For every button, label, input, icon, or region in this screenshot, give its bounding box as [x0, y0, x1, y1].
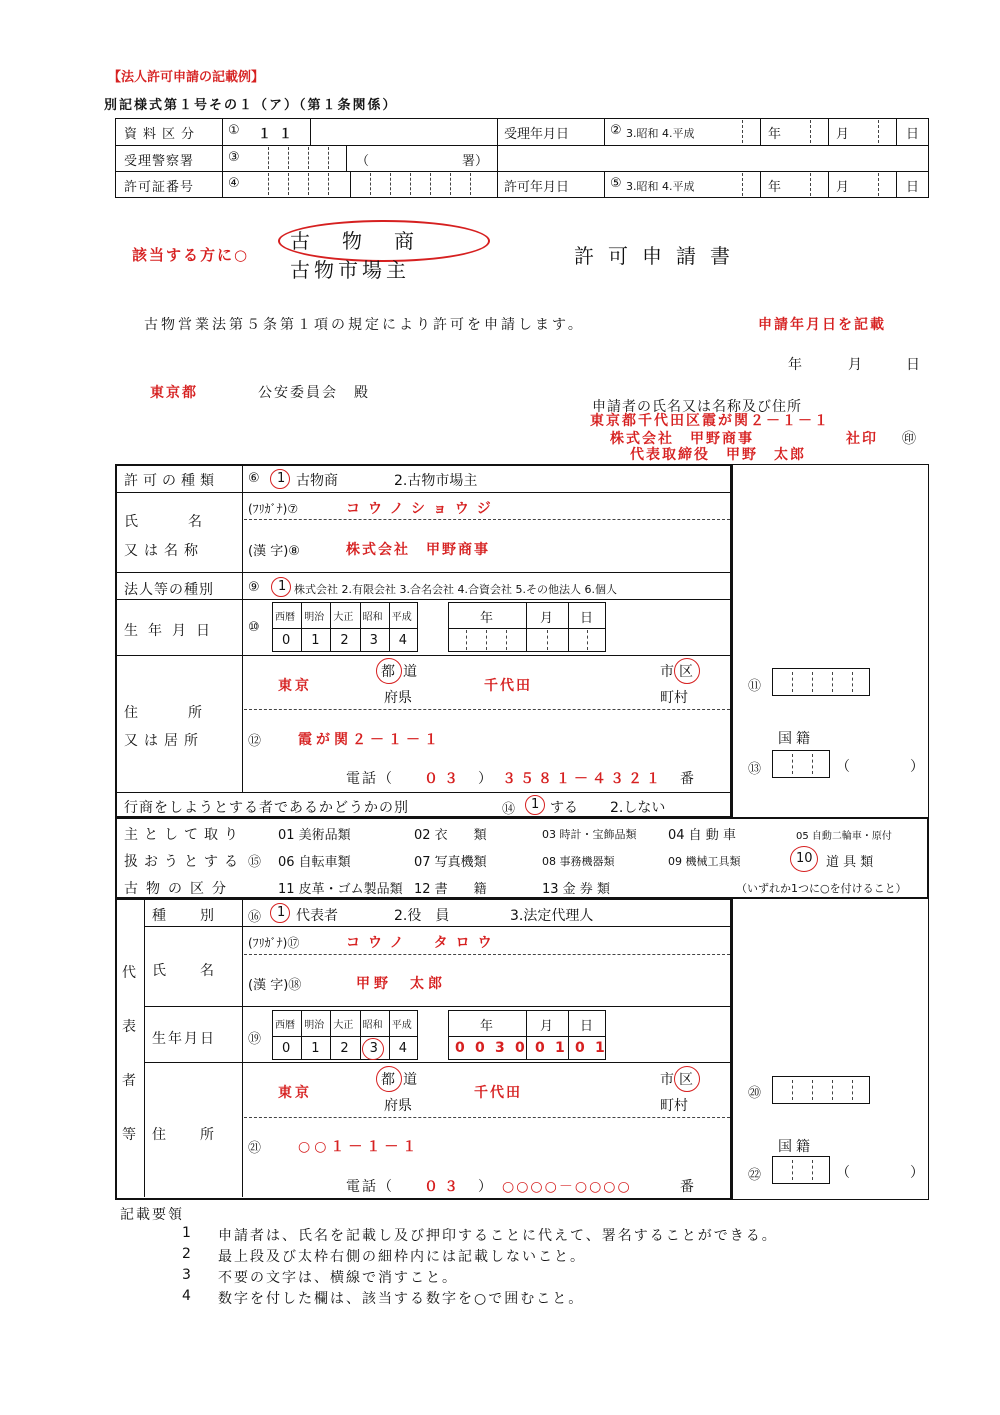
admin-r1-date-num: ②: [610, 123, 622, 138]
rep-birth-era-0: 西暦: [275, 1020, 295, 1031]
goods-r2-2: 08 事務機器類: [542, 855, 615, 868]
permit-opt2: 2.古物市場主: [394, 473, 478, 489]
admin-r1-month: 月: [836, 127, 850, 142]
rep-birth-digit-5: 1: [555, 1040, 565, 1056]
permit-opt1: 1: [277, 471, 286, 486]
permit-type-label: 許可の種類: [124, 473, 219, 489]
admin-r1-num: ①: [228, 123, 240, 138]
goods-r2-1: 07 写真機類: [414, 855, 487, 870]
birth-era-num-2: 2: [340, 633, 349, 648]
applicant-address: 東京都千代田区霞が関２－１－１: [590, 413, 830, 429]
name-label1: 氏 名: [124, 514, 204, 530]
rep-kind-opt1: 1: [277, 905, 286, 920]
birth-era-num-0: 0: [282, 633, 291, 648]
admin-r3-day: 日: [906, 180, 920, 195]
admin-r3-date-label: 許可年月日: [504, 180, 570, 195]
rep-addr-street: ○○１－１－１: [298, 1139, 421, 1155]
rep-birth-digit-6: 0: [575, 1040, 585, 1056]
rep-birth-era-num-0: 0: [282, 1041, 291, 1056]
birth-era-1: 明治: [304, 612, 325, 623]
goods-r1-4: 05 自動二輪車・原付: [796, 831, 892, 842]
example-note: 【法人許可申請の記載例】: [108, 70, 265, 85]
goods-num: ⑮: [248, 855, 262, 870]
applicant-seal-mark: ㊞: [902, 431, 916, 447]
rep-side-3: 等: [122, 1127, 136, 1143]
admin-r3-era: 3.昭和 4.平成: [626, 180, 695, 193]
admin-r3-num: ④: [228, 176, 240, 191]
admin-r1-era: 3.昭和 4.平成: [626, 127, 695, 140]
rep-addr-label: 住 所: [152, 1127, 216, 1143]
goods-r1-0: 01 美術品類: [278, 828, 351, 843]
rep-tel-ban: 番: [680, 1179, 694, 1195]
rep-addr-to: 都: [381, 1072, 395, 1088]
applicant-company: 株式会社 甲野商事: [610, 431, 754, 447]
addr-label2: 又は居所: [124, 733, 204, 749]
rep-tel-label: 電話（: [346, 1179, 394, 1195]
addr-num: ⑫: [248, 734, 262, 749]
rep-birth-era-num-4: 4: [398, 1041, 408, 1056]
gyosho-opt1: 1: [531, 797, 540, 812]
birth-era-num-3: 3: [369, 633, 378, 648]
goods-r2-last: 道 具 類: [826, 855, 874, 870]
side22-open: （: [836, 1165, 850, 1181]
admin-r2-open: （: [356, 154, 370, 169]
birth-label: 生年月日: [124, 623, 220, 639]
tel-number: ３５８１－４３２１: [502, 771, 664, 787]
tel-ban: 番: [680, 771, 694, 787]
corp-opt1: 1: [278, 579, 287, 594]
rep-birth-era-4: 平成: [391, 1020, 412, 1031]
title-option1: 古 物 商: [290, 229, 420, 253]
date-year: 年: [788, 357, 802, 373]
goods-r2-0: 06 自転車類: [278, 855, 351, 870]
kanji-label: (漢 字)⑧: [248, 544, 300, 559]
rep-birth-digit-0: 0: [455, 1040, 465, 1056]
rep-kanji-label: (漢 字)⑱: [248, 978, 302, 993]
statement: 古物営業法第５条第１項の規定により許可を申請します。: [144, 317, 585, 333]
notes-heading: 記載要領: [120, 1207, 184, 1223]
birth-day-label: 日: [580, 611, 594, 626]
side11-num: ⑪: [748, 679, 762, 694]
side13-close: ）: [910, 759, 924, 775]
side13-open: （: [836, 759, 850, 775]
addr-city: 千代田: [484, 678, 532, 694]
rep-birth-era-num-1: 1: [311, 1041, 320, 1056]
rep-name-label: 氏 名: [152, 963, 216, 979]
tel-label: 電話（: [346, 771, 394, 787]
note-4-num: 4: [182, 1288, 191, 1304]
rep-birth-digit-4: 0: [535, 1040, 545, 1056]
side13-num: ⑬: [748, 762, 762, 777]
permit-type-num: ⑥: [248, 471, 260, 486]
birth-month-label: 月: [540, 611, 554, 626]
rep-addr-num: ㉑: [248, 1141, 262, 1156]
birth-era-num-4: 4: [398, 633, 408, 648]
note-1-text: 申請者は、氏名を記載し及び押印することに代えて、署名することができる。: [218, 1228, 778, 1244]
rep-side-0: 代: [122, 965, 136, 981]
gyosho-num: ⑭: [502, 802, 516, 817]
tel-area: ０３: [424, 771, 464, 787]
admin-r3-year: 年: [768, 180, 782, 195]
birth-era-0: 西暦: [275, 612, 295, 623]
name-label2: 又は名称: [124, 543, 204, 559]
admin-r1-value: １１: [258, 127, 301, 142]
goods-r2-circled: 10: [796, 851, 813, 866]
applicant-seal: 社印: [846, 431, 878, 447]
rep-birth-num: ⑲: [248, 1032, 262, 1047]
rep-kind-opt2: 2.役 員: [394, 908, 450, 924]
date-month: 月: [848, 357, 862, 373]
birth-year-label: 年: [480, 611, 494, 626]
rep-tel-number: ○○○○－○○○○: [502, 1179, 632, 1195]
rep-furigana-label: (ﾌﾘｶﾞﾅ)⑰: [248, 936, 300, 950]
rep-addr-dofu: 道: [403, 1072, 417, 1088]
rep-side-2: 者: [122, 1073, 136, 1089]
rep-kind-opt1-text: 代表者: [296, 908, 338, 924]
rep-kind-label: 種 別: [152, 908, 216, 924]
admin-r3-month: 月: [836, 180, 850, 195]
rep-addr-shi: 市: [660, 1072, 674, 1088]
rep-birth-digit-2: 3: [495, 1040, 505, 1056]
rep-birth-digit-7: 1: [595, 1040, 605, 1056]
goods-r3-2: 13 金 券 類: [542, 882, 610, 897]
rep-addr-choson: 町村: [660, 1098, 688, 1114]
rep-birth-era-2: 大正: [333, 1020, 354, 1031]
applicant-heading: 申請者の氏名又は名称及び住所: [592, 399, 802, 415]
date-note: 申請年月日を記載: [758, 317, 886, 333]
goods-r3-note: （いずれか1つに○を付けること）: [736, 882, 907, 895]
title-instruction: 該当する方に○: [132, 246, 250, 264]
rep-side-1: 表: [122, 1019, 136, 1035]
goods-r3-0: 11 皮革・ゴム製品類: [278, 882, 403, 897]
addr-pref: 東京: [278, 678, 312, 694]
birth-num: ⑩: [248, 620, 260, 635]
goods-label1: 主として取り: [124, 827, 244, 843]
gyosho-opt1-text: する: [550, 800, 578, 816]
rep-birth-day-label: 日: [580, 1019, 594, 1034]
birth-era-2: 大正: [333, 612, 354, 623]
rep-addr-city: 千代田: [474, 1085, 522, 1101]
form-id: 別記様式第１号その１（ア）（第１条関係）: [104, 98, 398, 113]
rep-nationality-label: 国籍: [778, 1139, 814, 1155]
admin-r2-close: 署）: [462, 154, 489, 169]
addr-fuken: 府県: [384, 690, 412, 706]
admin-r1-year: 年: [768, 127, 782, 142]
title-main: 許可申請書: [574, 244, 744, 268]
addr-ku: 区: [679, 664, 693, 680]
admin-r1-date-label: 受理年月日: [504, 127, 570, 142]
goods-r2-3: 09 機械工具類: [668, 855, 741, 868]
rep-tel-area: ０３: [424, 1179, 464, 1195]
addr-shi: 市: [660, 664, 674, 680]
goods-label2: 扱おうとする: [124, 854, 244, 870]
gyosho-label: 行商をしようとする者であるかどうかの別: [124, 800, 409, 816]
goods-r1-2: 03 時計・宝飾品類: [542, 828, 637, 841]
addr-street: 霞が関２－１－１: [298, 732, 442, 748]
note-2-num: 2: [182, 1246, 191, 1262]
rep-birth-era-1: 明治: [304, 1020, 325, 1031]
corp-type-label: 法人等の種別: [124, 582, 214, 598]
note-3-text: 不要の文字は、横線で消すこと。: [218, 1270, 458, 1286]
applicant-rep: 代表取締役 甲野 太郎: [630, 447, 806, 463]
rep-addr-fuken: 府県: [384, 1098, 412, 1114]
goods-r1-3: 04 自 動 車: [668, 828, 736, 843]
furigana-label: (ﾌﾘｶﾞﾅ)⑦: [248, 502, 299, 516]
goods-r3-1: 12 書 籍: [414, 882, 487, 897]
addressee-pref: 東京都: [150, 385, 198, 401]
note-4-text: 数字を付した欄は、該当する数字を○で囲むこと。: [218, 1291, 585, 1307]
rep-addr-pref: 東京: [278, 1085, 312, 1101]
rep-kind-num: ⑯: [248, 910, 262, 925]
addr-choson: 町村: [660, 690, 688, 706]
birth-era-3: 昭和: [362, 612, 383, 623]
note-3-num: 3: [182, 1267, 191, 1283]
permit-opt1-text: 古物商: [296, 473, 338, 489]
side22-close: ）: [910, 1165, 924, 1181]
nationality-label: 国籍: [778, 731, 814, 747]
corp-type-num: ⑨: [248, 580, 260, 595]
rep-birth-digit-1: 0: [475, 1040, 485, 1056]
rep-birth-era-3: 昭和: [362, 1020, 383, 1031]
admin-r1-label: 資料区分: [124, 127, 201, 142]
addr-to: 都: [381, 664, 395, 680]
addressee-text: 公安委員会 殿: [258, 385, 370, 401]
title-option2: 古物市場主: [290, 258, 410, 282]
rep-birth-month-label: 月: [540, 1019, 554, 1034]
rep-birth-era-num-3: 3: [369, 1041, 378, 1056]
birth-era-num-1: 1: [311, 633, 320, 648]
admin-r3-label: 許可証番号: [124, 180, 195, 195]
side20-num: ⑳: [748, 1086, 762, 1101]
rep-birth-digit-3: 0: [515, 1040, 525, 1056]
admin-r3-date-num: ⑤: [610, 176, 622, 191]
goods-r1-1: 02 衣 類: [414, 828, 487, 843]
birth-era-4: 平成: [391, 612, 412, 623]
gyosho-opt2: 2.しない: [610, 800, 666, 816]
rep-kanji-value: 甲野 太郎: [356, 976, 446, 992]
rep-addr-ku: 区: [679, 1072, 693, 1088]
kanji-value: 株式会社 甲野商事: [346, 542, 490, 558]
corp-options: 株式会社 2.有限会社 3.合名会社 4.合資会社 5.その他法人 6.個人: [294, 583, 617, 596]
furigana-value: コウノショウジ: [346, 501, 499, 517]
note-1-num: 1: [182, 1225, 191, 1241]
rep-tel-close: ）: [478, 1179, 492, 1195]
tel-close: ）: [478, 771, 492, 787]
admin-r1-day: 日: [906, 127, 920, 142]
goods-label3: 古物の区分: [124, 881, 234, 897]
side22-num: ㉒: [748, 1168, 762, 1183]
admin-r2-label: 受理警察署: [124, 154, 195, 169]
date-day: 日: [906, 357, 920, 373]
rep-birth-era-num-2: 2: [340, 1041, 349, 1056]
rep-birth-year-label: 年: [480, 1019, 494, 1034]
addr-label1: 住 所: [124, 705, 204, 721]
rep-birth-label: 生年月日: [152, 1031, 216, 1047]
addr-dofu: 道: [403, 664, 417, 680]
rep-furigana-value: コウノ タロウ: [346, 935, 500, 951]
admin-r2-num: ③: [228, 150, 240, 165]
rep-kind-opt3: 3.法定代理人: [510, 908, 594, 924]
note-2-text: 最上段及び太枠右側の細枠内には記載しないこと。: [218, 1249, 586, 1265]
